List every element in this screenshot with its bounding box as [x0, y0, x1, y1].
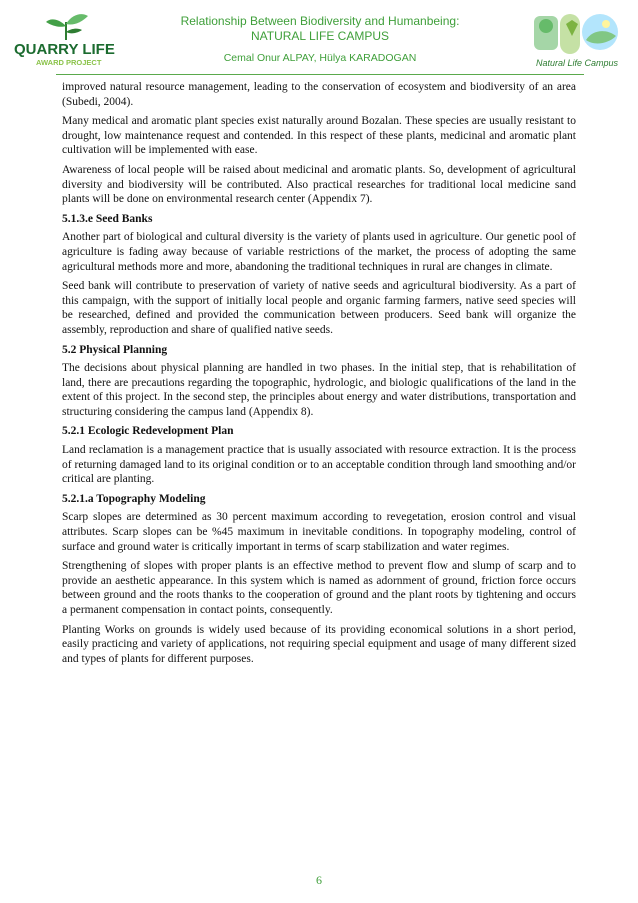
body-paragraph: Scarp slopes are determined as 30 percent maximum according to revegetation, erosion control and visual attributes. Scarp slopes can be %45 maximum in inevitable conditions. In topography modeling, control of surface and ground water is critically important in terms of scarp stabilization and water regimes. — [62, 511, 576, 553]
body-paragraph: Strengthening of slopes with proper plants is an effective method to prevent flow and slump of scarp and to provide an aesthetic appearance. In this system which is named as adornment of ground, friction force occurs between ground and the roots thanks to the cooperation of ground and the plant roots by tightening and occurs a permanent compensation in contact points, consequently. — [62, 560, 576, 616]
body-paragraph: Many medical and aromatic plant species exist naturally around Bozalan. These species are usually resistant to drought, low maintenance request and contended. In this respect of these plants, medicinal and aromatic plant cultivation will be implemented with ease. — [62, 115, 576, 157]
body-paragraph: The decisions about physical planning are handled in two phases. In the initial step, that is rehabilitation of land, there are precautions regarding the topographic, hydrologic, and biologic qualifications of the land in the extent of this project. In the second step, the principles about energy and water distributions, transportation and structuring considering the campus land (Appendix 8). — [62, 362, 576, 418]
body-paragraph: Planting Works on grounds is widely used because of its providing economical solutions in a short period, easily practicing and variety of applications, not requiring special equipment and usage of many different sized and types of plants for different purposes. — [62, 623, 576, 665]
page-number: 6 — [316, 873, 322, 887]
body-paragraph: Awareness of local people will be raised about medicinal and aromatic plants. So, development of agricultural diversity and biodiversity will be contributed. Also practical researches for traditional local medicine sand plants will be done on environmental research center (Appendix 7). — [62, 163, 576, 206]
document-body — [62, 80, 576, 671]
page-header — [0, 0, 638, 75]
quarry-life-logo-graphic — [12, 12, 120, 68]
section-heading: 5.1.3.e Seed Banks — [62, 212, 153, 225]
header-title: Relationship Between Biodiversity and Humanbeing: — [180, 14, 460, 28]
header-subtitle: NATURAL LIFE CAMPUS — [250, 29, 390, 43]
body-paragraph: Another part of biological and cultural diversity is the variety of plants used in agriculture. Our genetic pool of agriculture is fading away because of variable restrictions of the market, the process of adopting the same agricultural methods more and more, abandoning the traditional techniques in rural are changes in climate. — [62, 231, 576, 273]
section-heading: 5.2.1.a Topography Modeling — [62, 492, 206, 505]
natural-life-campus-logo-graphic — [530, 10, 630, 70]
quarry-life-logo — [12, 12, 120, 68]
quarry-life-logo-subtext: AWARD PROJECT — [36, 58, 102, 67]
body-paragraph: improved natural resource management, leading to the conservation of ecosystem and biodiversity of an area (Subedi, 2004). — [62, 81, 576, 108]
body-paragraph: Seed bank will contribute to preservation of variety of native seeds and agricultural biodiversity. As a part of this campaign, with the support of initially local people and organic farming farmers, native seed species will be researched, defined and provided the communication between producers. Seed bank will organize the assembly, reproduction and share of qualified native seeds. — [62, 280, 576, 336]
header-divider — [56, 74, 584, 75]
quarry-life-logo-text: QUARRY LIFE — [14, 41, 115, 58]
section-heading: 5.2 Physical Planning — [62, 343, 168, 356]
header-authors: Cemal Onur ALPAY, Hülya KARADOGAN — [223, 52, 417, 64]
section-heading: 5.2.1 Ecologic Redevelopment Plan — [62, 425, 234, 438]
header-text-block — [150, 14, 490, 65]
body-paragraph: Land reclamation is a management practice that is usually associated with resource extraction. It is the process of returning damaged land to its original condition or to an acceptable condition through land smoothing and/or critical are planting. — [62, 444, 576, 486]
natural-life-campus-logo-text: Natural Life Campus — [536, 58, 619, 68]
natural-life-campus-logo — [530, 10, 630, 70]
